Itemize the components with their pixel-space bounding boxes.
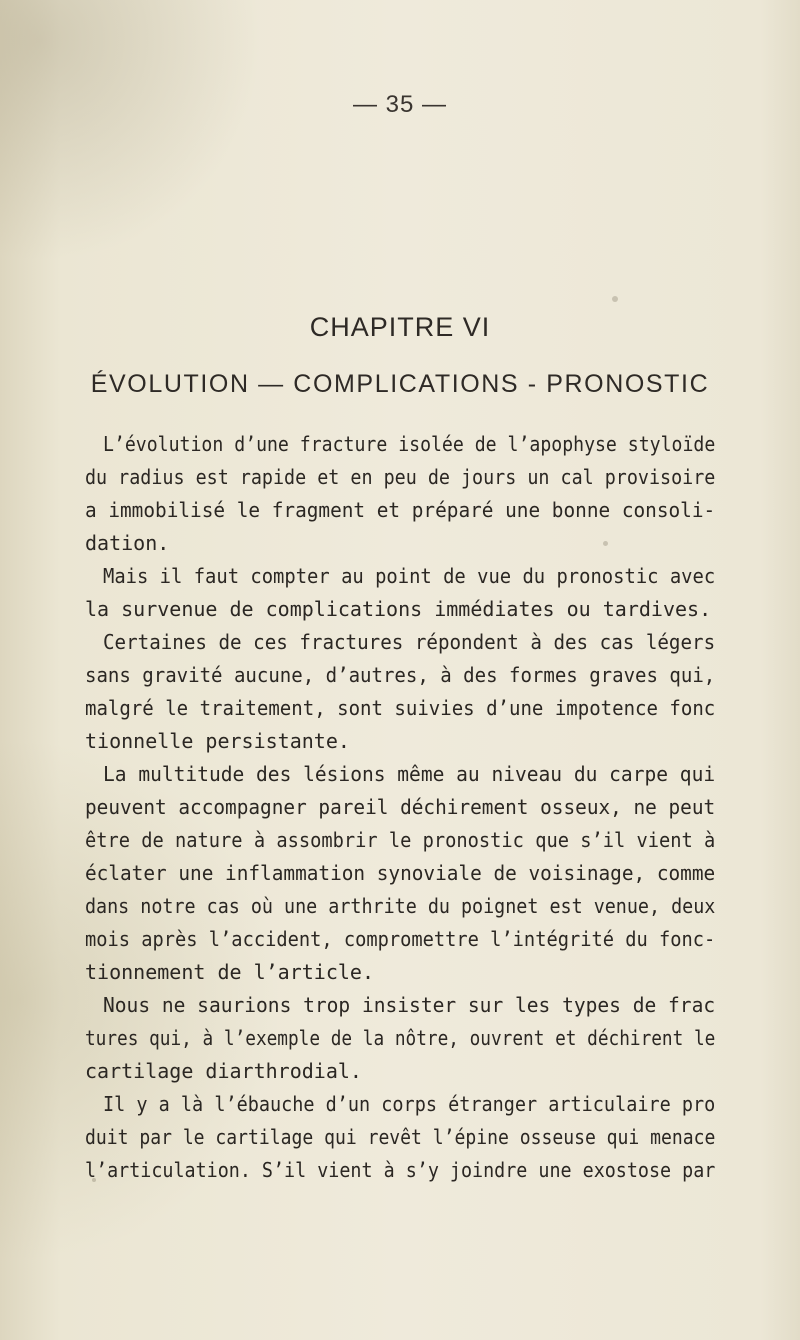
text-line: tionnement de l’article. [85, 960, 374, 984]
text-line: tionnelle persistante. [85, 729, 350, 753]
paper-speck [612, 296, 618, 302]
text-line: Il y a là l’ébauche d’un corps étranger articulaire pro [103, 1092, 716, 1116]
text-line: être de nature à assombrir le pronostic que s’il vient à [85, 828, 716, 852]
text-line: l’articulation. S’il vient à s’y joindre une exostose par [85, 1158, 716, 1182]
text-line: duit par le cartilage qui revêt l’épine osseuse qui menace [85, 1125, 716, 1149]
text-line: la survenue de complications immédiates ou tardives. [85, 597, 712, 621]
text-line: éclater une inflammation synoviale de voisinage, comme [85, 861, 716, 885]
chapter-subtitle: ÉVOLUTION — COMPLICATIONS - PRONOSTIC [90, 370, 710, 398]
text-line: dans notre cas où une arthrite du poignet est venue, deux [85, 894, 716, 918]
text-line: Nous ne saurions trop insister sur les types de frac [103, 993, 716, 1017]
text-line: Certaines de ces fractures répondent à des cas légers [103, 630, 716, 654]
chapter-title: CHAPITRE VI [309, 312, 491, 342]
text-line: L’évolution d’une fracture isolée de l’apophyse styloïde [103, 432, 716, 456]
text-line: mois après l’accident, compromettre l’intégrité du fonc- [85, 927, 716, 951]
paper-speck [603, 541, 608, 546]
text-line: a immobilisé le fragment et préparé une bonne consoli- [85, 498, 716, 522]
text-line: dation. [85, 531, 170, 555]
text-line: cartilage diarthrodial. [85, 1059, 362, 1083]
text-line: malgré le traitement, sont suivies d’une impotence fonc [85, 696, 716, 720]
text-line: sans gravité aucune, d’autres, à des formes graves qui, [85, 663, 716, 687]
text-line: La multitude des lésions même au niveau du carpe qui [103, 762, 716, 786]
text-line: Mais il faut compter au point de vue du pronostic avec [103, 564, 716, 588]
text-line: tures qui, à l’exemple de la nôtre, ouvrent et déchirent le [85, 1026, 716, 1050]
page-number: — 35 — [352, 91, 448, 118]
text-line: peuvent accompagner pareil déchirement osseux, ne peut [85, 795, 716, 819]
text-line: du radius est rapide et en peu de jours un cal provisoire [85, 465, 716, 489]
